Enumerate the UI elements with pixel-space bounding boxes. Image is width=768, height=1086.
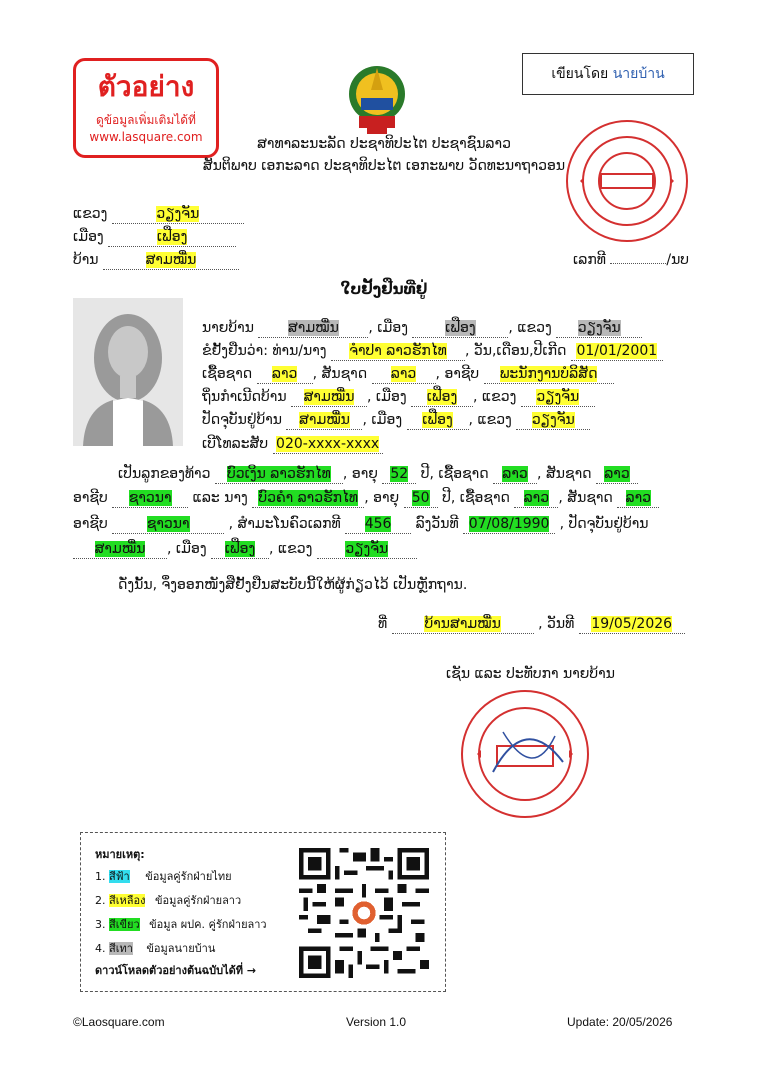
legend-num: 2.: [95, 894, 106, 907]
birth-village-field: [291, 389, 367, 407]
district-field: [108, 229, 236, 247]
occupation-value: ພະນັກງານບໍລິສັດ: [499, 366, 598, 382]
legend-desc: ข้อมูลนายบ้าน: [146, 942, 216, 955]
address-village-row: [73, 252, 239, 270]
father-row: ເປັນລູກຂອງທ້າວ ບົວເງິນ ລາວຮັກໄທ , ອາຍຸ 52 ປີ, ເຊື້ອຊາດ ລາວ , ສັນຊາດ ລາວ: [118, 466, 638, 484]
birth-province-value: ວຽງຈັນ: [536, 389, 580, 405]
village-value: ສາມໝື່ນ: [145, 252, 197, 268]
legend-color-name: สีเขียว: [109, 918, 140, 931]
parents-province-label: ແຂວງ: [277, 541, 313, 557]
number-label: ເລກທີ: [573, 252, 606, 268]
notes-title: หมายเหตุ:: [95, 848, 145, 861]
birth-province-field: [521, 389, 595, 407]
birthplace-row: ຖິ່ນກຳເນີດບ້ານ ສາມໝື່ນ , ເມືອງ ເຟືອງ , ແຂວງ ວຽງຈັນ: [202, 389, 595, 407]
mother-age-label: ອາຍຸ: [373, 490, 400, 506]
mother-nat-field: [617, 490, 659, 508]
mother-row: ອາຊີບ ຊາວນາ ແລະ ນາງ ບົວຄຳ ລາວຮັກໄທ , ອາຍຸ 50 ປີ, ເຊື້ອຊາດ ລາວ , ສັນຊາດ ລາວ: [73, 490, 659, 508]
legend-color-name: สีฟ้า: [109, 870, 130, 883]
father-occ-field: [112, 490, 188, 508]
parents-district-field: [211, 541, 269, 559]
parents-province-value: ວຽງຈັນ: [345, 541, 389, 557]
chief-province-field: [556, 320, 642, 338]
official-stamp-bottom: [461, 690, 589, 818]
header-line1: ສາທາລະນະລັດ ປະຊາທິປະໄຕ ປະຊາຊົນລາວ: [257, 136, 511, 152]
birth-district-label: ເມືອງ: [375, 389, 407, 405]
stamp-bottom-icon: [463, 692, 587, 816]
chief-label: ນາຍບ້ານ: [202, 320, 254, 336]
father-occ-label: ອາຊີບ: [73, 490, 108, 506]
issue-date-label: , ວັນທີ: [538, 616, 575, 632]
birth-district-field: [411, 389, 473, 407]
phone-field: [273, 436, 383, 454]
mother-eth-value: ລາວ: [523, 490, 550, 506]
number-suffix: /ນບ: [666, 252, 690, 268]
ethnicity-label: ເຊື້ອຊາດ: [202, 366, 253, 382]
person-photo: [73, 298, 183, 446]
birth-village-value: ສາມໝື່ນ: [303, 389, 355, 405]
issue-date-field: [579, 616, 685, 634]
name-field: [331, 343, 465, 361]
mother-occ-field: [112, 516, 224, 534]
phone-value: 020-xxxx-xxxx: [276, 436, 380, 452]
father-years: ປີ,: [420, 466, 434, 482]
household-no-value: 456: [364, 516, 392, 532]
province-field: [112, 206, 244, 224]
household-label: , ສຳມະໂນຄົວເລກທີ: [228, 516, 341, 532]
district-value: ເຟືອງ: [156, 229, 188, 245]
writer-box: [522, 53, 694, 95]
father-age-value: 52: [390, 466, 409, 482]
sample-line2: www.lasquare.com: [89, 130, 203, 144]
parents-village-field: [73, 541, 167, 559]
father-value: ບົວເງິນ ລາວຮັກໄທ: [227, 466, 331, 482]
parents-district-label: ເມືອງ: [175, 541, 207, 557]
phone-row: [202, 436, 383, 454]
issue-row: [378, 616, 685, 634]
birthplace-label: ຖິ່ນກຳເນີດບ້ານ: [202, 389, 287, 405]
ethnicity-value: ລາວ: [271, 366, 298, 382]
legend-item: [95, 939, 215, 957]
dob-label: ວັນ,ເດືອນ,ປີເກີດ: [473, 343, 567, 359]
nationality-value: ລາວ: [390, 366, 417, 382]
phone-label: ເບີໂທລະສັບ: [202, 436, 269, 452]
footer-copyright: ©Laosquare.com: [73, 1015, 165, 1029]
occupation-label: ອາຊີບ: [444, 366, 480, 382]
mother-eth-label: ເຊື້ອຊາດ: [459, 490, 510, 506]
parents-current-label: , ປັດຈຸບັນຢູ່ບ້ານ: [559, 516, 649, 532]
download-link[interactable]: ดาวน์โหลดตัวอย่างต้นฉบับได้ที่ →: [95, 964, 257, 977]
header-line2: ສັນຕິພາບ ເອກະລາດ ປະຊາທິປະໄຕ ເອກະພາບ ວັດທະນາຖາວອນ: [202, 158, 566, 174]
legend-item: [95, 867, 232, 885]
lao-emblem-icon: [345, 56, 409, 136]
nationality-label: ສັນຊາດ: [321, 366, 368, 382]
cur-district-field: [407, 412, 469, 430]
parents-province-field: [317, 541, 417, 559]
writer-name: นายบ้าน: [612, 66, 665, 82]
mother-occ-value: ຊາວນາ: [146, 516, 190, 532]
certify-row: ຂໍຢັ້ງຢືນວ່າ: ທ່ານ/ນາງ ຈຳປາ ລາວຮັກໄທ , ວັນ,ເດືອນ,ປີເກີດ 01/01/2001: [202, 343, 663, 361]
mother-field: [252, 490, 364, 508]
number-field: [610, 263, 666, 264]
mother-value: ບົວຄຳ ລາວຮັກໄທ: [258, 490, 359, 506]
cur-province-value: ວຽງຈັນ: [531, 412, 575, 428]
household-row: [73, 516, 649, 534]
household-date-label: ລົງວັນທີ: [415, 516, 459, 532]
cur-village-field: [286, 412, 362, 430]
legend-num: 3.: [95, 918, 106, 931]
village-label: ບ້ານ: [73, 252, 99, 268]
legend-item: [95, 891, 241, 909]
parents-address-row: ສາມໝື່ນ , ເມືອງ ເຟືອງ , ແຂວງ ວຽງຈັນ: [73, 541, 417, 559]
father-occ-value: ຊາວນາ: [128, 490, 172, 506]
cur-village-value: ສາມໝື່ນ: [299, 412, 350, 428]
father-eth-field: [493, 466, 537, 484]
birth-province-label: ແຂວງ: [481, 389, 517, 405]
legend-desc: ข้อมูลคู่รักฝ่ายลาว: [154, 894, 242, 907]
cur-province-field: [516, 412, 590, 430]
legend-color-name: สีเหลือง: [109, 894, 146, 907]
nationality-field: [372, 366, 436, 384]
doc-number-row: [573, 252, 689, 268]
father-nat-field: [596, 466, 638, 484]
issue-at-label: ທີ່: [378, 616, 388, 632]
footer-update: Update: 20/05/2026: [567, 1015, 673, 1029]
writer-label: เขียนโดย: [551, 66, 609, 82]
sample-line1: ดูข้อมูลเพิ่มเติมได้ที่: [96, 113, 196, 127]
address-province-row: [73, 206, 244, 224]
father-nat-label: ສັນຊາດ: [545, 466, 592, 482]
legend-color-name: สีเทา: [109, 942, 133, 955]
chief-village-field: [258, 320, 368, 338]
legend-num: 4.: [95, 942, 106, 955]
issue-date-value: 19/05/2026: [591, 616, 673, 632]
cur-district-value: ເຟືອງ: [422, 412, 453, 428]
certify-label: ຂໍຢັ້ງຢືນວ່າ: ທ່ານ/ນາງ: [202, 343, 327, 359]
cur-province-label: ແຂວງ: [477, 412, 512, 428]
chief-row: ນາຍບ້ານ ສາມໝື່ນ , ເມືອງ ເຟືອງ , ແຂວງ ວຽງຈັນ: [202, 320, 642, 338]
mother-nat-value: ລາວ: [625, 490, 652, 506]
sample-title: ตัวอย่าง: [97, 70, 195, 103]
father-age-label: ອາຍຸ: [351, 466, 378, 482]
father-eth-value: ລາວ: [502, 466, 528, 482]
household-date-value: 07/08/1990: [468, 516, 550, 532]
issue-place-value: ບ້ານສາມໝື່ນ: [424, 616, 501, 632]
mother-age-value: 50: [411, 490, 430, 506]
father-eth-label: ເຊື້ອຊາດ: [438, 466, 489, 482]
issue-place-field: [392, 616, 534, 634]
father-nat-value: ລາວ: [604, 466, 630, 482]
district-label: ເມືອງ: [73, 229, 104, 245]
legend-desc: ข้อมูลคู่รักฝ่ายไทย: [145, 870, 232, 883]
father-label: ເປັນລູກຂອງທ້າວ: [118, 466, 211, 482]
household-no-field: [345, 516, 411, 534]
birth-district-value: ເຟືອງ: [426, 389, 458, 405]
closing-text: ດັ່ງນັ້ນ, ຈຶ່ງອອກໜັງສືຢັ້ງຢືນສະບັບນີ້ໃຫ້ຜູ້ກ່ຽວໄວ້ ເປັນຫຼັກຖານ.: [118, 577, 468, 593]
current-address-row: ປັດຈຸບັນຢູ່ບ້ານ ສາມໝື່ນ , ເມືອງ ເຟືອງ , ແຂວງ ວຽງຈັນ: [202, 412, 590, 430]
chief-district-field: [412, 320, 508, 338]
mother-eth-field: [514, 490, 558, 508]
legend-num: 1.: [95, 870, 106, 883]
village-field: [103, 252, 239, 270]
legend-item: [95, 915, 267, 933]
person-silhouette-icon: [73, 298, 183, 446]
qr-code-icon[interactable]: [299, 848, 429, 978]
dob-field: [571, 343, 663, 361]
chief-province-value: ວຽງຈັນ: [577, 320, 621, 336]
parents-village-value: ສາມໝື່ນ: [94, 541, 146, 557]
cur-district-label: ເມືອງ: [371, 412, 403, 428]
mother-age-field: [404, 490, 438, 508]
mother-years: ປີ,: [442, 490, 456, 506]
legend-desc: ข้อมูล ผปค. คู่รักฝ่ายลาว: [149, 918, 267, 931]
name-value: ຈຳປາ ລາວຮັກໄທ: [349, 343, 447, 359]
occupation-field: [484, 366, 614, 384]
ethnicity-row: ເຊື້ອຊາດ ລາວ , ສັນຊາດ ລາວ , ອາຊີບ ພະນັກງານບໍລິສັດ: [202, 366, 614, 384]
chief-district-value: ເຟືອງ: [445, 320, 476, 336]
chief-province-label: ແຂວງ: [517, 320, 552, 336]
chief-district-label: ເມືອງ: [377, 320, 408, 336]
household-date-field: [463, 516, 555, 534]
parents-district-value: ເຟືອງ: [224, 541, 256, 557]
father-field: [215, 466, 343, 484]
mother-nat-label: ສັນຊາດ: [567, 490, 613, 506]
signature-label: ເຊັນ ແລະ ປະທັບກາ ນາຍບ້ານ: [446, 666, 615, 682]
current-label: ປັດຈຸບັນຢູ່ບ້ານ: [202, 412, 283, 428]
ethnicity-field: [257, 366, 313, 384]
footer-version: Version 1.0: [346, 1015, 407, 1029]
province-label: ແຂວງ: [73, 206, 108, 222]
mother-label: ແລະ ນາງ: [192, 490, 248, 506]
address-district-row: [73, 229, 236, 247]
document-title: ໃບຢັ້ງຢືນທີ່ຢູ່: [340, 280, 428, 298]
mother-occ-label: ອາຊີບ: [73, 516, 108, 532]
chief-village-value: ສາມໝື່ນ: [287, 320, 339, 336]
province-value: ວຽງຈັນ: [156, 206, 200, 222]
father-age-field: [382, 466, 416, 484]
dob-value: 01/01/2001: [576, 343, 658, 359]
